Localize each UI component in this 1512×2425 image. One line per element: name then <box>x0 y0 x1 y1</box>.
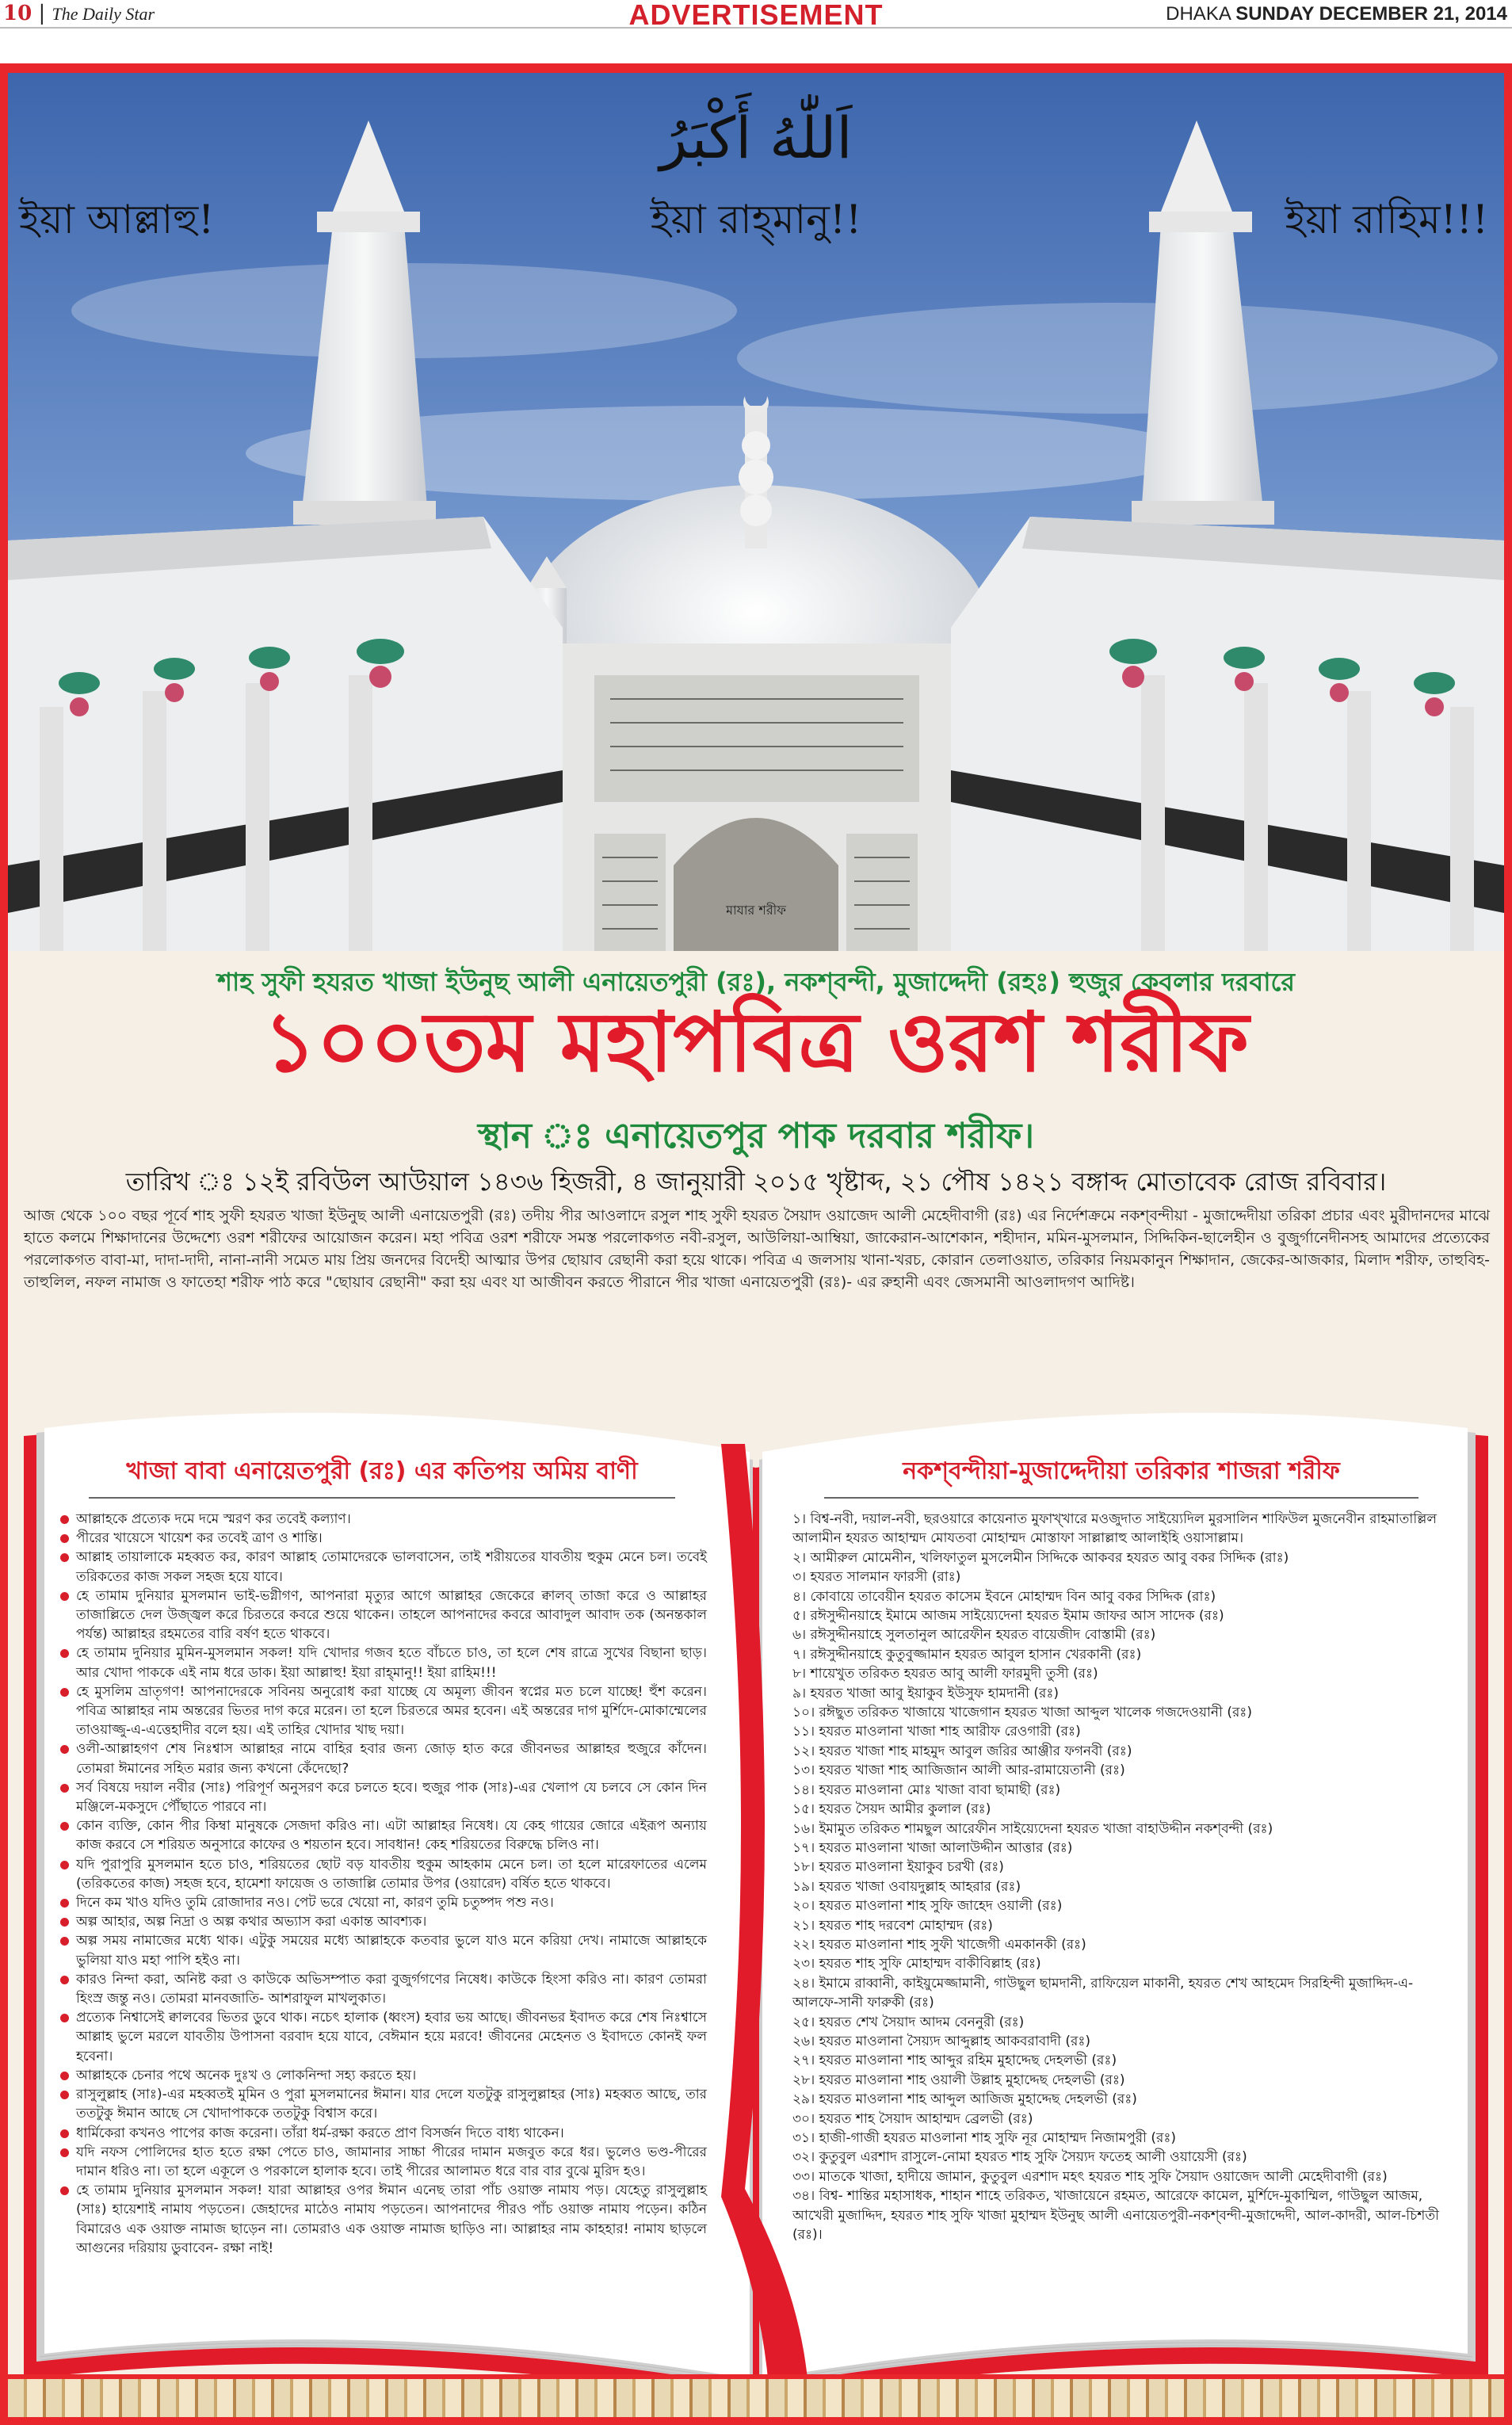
quote-item: ওলী-আল্লাহগণ শেষ নিঃশ্বাস আল্লাহর নামে বাহির হবার জন্য জোড় হাত করে জীবনভর আল্লাহর হুজুরে কাঁদেন। তোমরা ঈমানের সহিত মরার জন্য কখনো কেঁদেছো? <box>57 1740 707 1778</box>
masthead-separator: | <box>38 2 46 25</box>
quote-item: কোন ব্যক্তি, কোন পীর কিম্বা মানুষকে সেজদা করিও না। এটা আল্লাহর নিষেধ। যে কেহ গায়ের জোরে এইরূপ অন্যায় কাজ করবে সে শরিয়ত অনুসারে কাফের ও শয়তান হবে। সাবধান! কেহ শরিয়তের বিরুদ্ধে চলিও না। <box>57 1816 707 1854</box>
lineage-item: ৩১। হাজী-গাজী হযরত মাওলানা শাহ সুফি নূর মোহাম্মদ নিজামপুরী (রঃ) <box>792 2130 1177 2146</box>
bottom-ornament-border <box>8 2379 1504 2417</box>
lineage-item: ১০। রঈছুত তরিকত খাজায়ে খাজেগান হযরত খাজা আব্দুল খালেক গজদেওয়ানী (রঃ) <box>792 1705 1253 1721</box>
page-number: 10 <box>3 2 32 25</box>
bullet-icon <box>60 1976 69 1984</box>
lineage-item: ৩২। কুতুবুল এরশাদ রাসুলে-নোমা হযরত শাহ সুফি সৈয়্যদ ফতেহ আলী ওয়ায়েসী (রঃ) <box>792 2149 1247 2166</box>
lineage-item: ৩৪। বিশ্ব- শান্তির মহাসাধক, শাহান শাহে তরিকত, খাজায়েনে রহমত, আরেফে কামেল, মুর্শিদে-মুকাম্মিল, গাউছুল আজম, আখেরী মুজাদ্দিদ, হযরত শাহ সুফি খাজা মুহাম্মদ ইউনুছ আলী এনায়েতপুরী-নকশ্‌বন্দী-মুজাদ্দেদী, আল-কাদরী, আল-চিশতী (রঃ)। <box>792 2188 1439 2244</box>
quote-item: আল্লাহকে চেনার পথে অনেক দুঃখ ও লোকনিন্দা সহ্য করতে হয়। <box>57 2066 707 2085</box>
lineage-item: ২৩। হযরত শাহ সুফি মোহাম্মদ বাকীবিল্লাহ (রঃ) <box>792 1956 1041 1972</box>
bullet-icon <box>60 1822 69 1831</box>
quote-item: ধার্মিকেরা কখনও পাপের কাজ করেনা। তাঁরা ধর্ম-রক্ষা করতে প্রাণ বিসর্জন দিতে বাধ্য থাকেন। <box>57 2124 707 2143</box>
quote-item: আল্লাহকে প্রত্যেক দমে দমে স্মরণ কর তবেই কল্যাণ। <box>57 1510 707 1529</box>
quote-item: হে তামাম দুনিয়ার মুসলমান সকল! যারা আল্লাহর ওপর ঈমান এনেছ তারা পাঁচ ওয়াক্ত নামায পড়। যেহেতু রাসুলুল্লাহ (সাঃ) হায়েশাই নামায পড়তেন। জেহাদের মাঠেও নামায পড়তেন। আপনাদের পীরও পাঁচ ওয়াক্ত নামায পড়েন। কঠিন বিমারেও এক ওয়াক্ত নামাজ ছাড়েন না। তোমরাও এক ওয়াক্ত নামাজ ছাড়িও না। আল্লাহর নাম কাহহার! নামায ছাড়লে আগুনের দরিয়ায় ডুবাবেন- রক্ষা নাই! <box>57 2181 707 2258</box>
lineage-item: ৭। রঈসুদ্দীনয়াহে কুতুবুজ্জামান হযরত আবুল হাসান খেরকানী (রঃ) <box>792 1646 1142 1663</box>
lineage-item: ১২। হযরত খাজা শাহ মাহমুদ আবুল জরির আঞ্জীর ফগনবী (রঃ) <box>792 1743 1132 1759</box>
venue-line: স্থান ঃ এনায়েতপুর পাক দরবার শরীফ। <box>477 1116 1035 1156</box>
lineage-item: ৩৩। মাতকে খাজা, হাদীয়ে জামান, কুতুবুল এরশাদ মহৎ হযরত শাহ সুফি সৈয়াদ ওয়াজেদ আলী মেহেদীবাগী (রঃ) <box>792 2168 1388 2185</box>
lineage-item: ২৮। হযরত মাওলানা শাহ ওয়ালী উল্লাহ মুহাদ্দেছ দেহলভী (রঃ) <box>792 2072 1125 2088</box>
quote-item: পীরের খায়েসে খায়েশ কর তবেই ত্রাণ ও শান্তি। <box>57 1529 707 1548</box>
masthead <box>0 0 1512 29</box>
arabic-takbir: اَللّٰهُ أَكْبَرُ <box>659 105 853 171</box>
lineage-item: ৪। কোবায়ে তাবেয়ীন হযরত কাসেম ইবনে মোহাম্মদ বিন আবু বকর সিদ্দিক (রাঃ) <box>792 1588 1216 1605</box>
quotes-list <box>57 1510 707 2258</box>
lineage-item: ৯। হযরত খাজা আবু ইয়াকুব ইউসুফ হামদানী (রঃ) <box>792 1685 1060 1701</box>
quote-item: অল্প আহার, অল্প নিদ্রা ও অল্প কথার অভ্যাস করা একান্ত আবশ্যক। <box>57 1912 707 1931</box>
right-page <box>792 1452 1450 2308</box>
lineage-item: ১৮। হযরত মাওলানা ইয়াকুব চরখী (রঃ) <box>792 1859 1004 1876</box>
bullet-icon <box>60 1899 69 1908</box>
quote-item: আল্লাহ তায়ালাকে মহব্বত কর, কারণ আল্লাহ তোমাদেরকে ভালবাসেন, তাই শরীয়তের যাবতীয় হুকুম মেনে চল। তবেই তরিকতের কাজ সকল সহজ হয়ে যাবে। <box>57 1548 707 1586</box>
lineage-item: ৩০। হযরত শাহ সৈয়াদ আহাম্মদ ব্রেলভী (রঃ) <box>792 2110 1033 2127</box>
lineage-item: ১৫। হযরত সৈয়দ আমীর কুলাল (রঃ) <box>792 1801 991 1818</box>
bullet-icon <box>60 2091 69 2099</box>
lineage-item: ৫। রঈসুদ্দীনয়াহে ইমামে আজম সাইয়্যেদেনা হযরত ইমাম জাফর আস সাদেক (রঃ) <box>792 1608 1224 1625</box>
right-page-title: নকশ্‌বন্দীয়া-মুজাদ্দেদীয়া তরিকার শাজরা শরীফ <box>903 1457 1340 1485</box>
bullet-icon <box>60 1918 69 1927</box>
bullet-icon <box>60 1784 69 1793</box>
bullet-icon <box>60 2072 69 2080</box>
bullet-icon <box>60 1515 69 1524</box>
quote-item: হে তামাম দুনিয়ার মুমিন-মুসলমান সকল! যদি খোদার গজব হতে বাঁচতে চাও, তা হলে শেষ রাত্রে সুখের বিছানা ছাড়। আর খোদা পাককে এই নাম ধরে ডাক। ইয়া আল্লাহু! ইয়া রাহ্‌মানু!! ইয়া রাহিম!!! <box>57 1644 707 1682</box>
lineage-item: ২৪। ইমামে রাব্বানী, কাইয়ুমেজ্জামানী, গাউছুল ছামদানী, রাফিয়েল মাকানী, হযরত শেখ আহমেদ সিরহিন্দী মুজাদ্দিদ-এ-আলফে-সানী ফারুকী (রঃ) <box>792 1975 1414 2011</box>
left-page-title: খাজা বাবা এনায়েতপুরী (রঃ) এর কতিপয় অমিয় বাণী <box>126 1457 638 1485</box>
hero-center-text: ইয়া রাহ্‌মানু!! <box>650 197 862 242</box>
masthead-dateline <box>1166 3 1507 25</box>
bullet-icon <box>60 1649 69 1658</box>
intro-paragraph: আজ থেকে ১০০ বছর পূর্বে শাহ সুফী হযরত খাজা ইউনুছ আলী এনায়েতপুরী (রঃ) তদীয় পীর আওলাদে রসুল শাহ সুফী হযরত সৈয়াদ ওয়াজেদ আলী মেহেদীবাগী (রঃ) এর নির্দেশক্রমে নকশ্‌বন্দীয়া - মুজাদ্দেদীয়া তরিকা প্রচার এবং মুরীদানদের মাঝে হাতে কলমে শিক্ষাদানের উদ্দেশ্যে ওরশ শরীফের আয়োজন করেন। মহা পবিত্র ওরশ শরীফে সমস্ত পরলোকগত নবী-রসুল, আউলিয়া-আম্বিয়া, জাকেরান-আশেকান, শহীদান, মমিন-মুসলমান, সিদ্দিকিন-ছালেহীন ও বুজুর্গানেদীনসহ আমাদের প্রত্যেকের পরলোকগত বাবা-মা, দাদা-দাদী, নানা-নানী সমেত মায় প্রিয় জনদের বিদেহী আত্মার উপর ছোয়াব রেছানী করা হয়ে থাকে। পবিত্র এ জলসায় খানা-খরচ, কোরান তেলাওয়াত, তরিকার নিয়মকানুন শিক্ষাদান, জেকের-আজকার, মিলাদ শরীফ, তাহুবিহ-তাহুলিল, নফল নামাজ ও ফাতেহা শরীফ পাঠ করে "ছোয়াব রেছানী" করা হয় এবং যা আজীবন করতে পীরানে পীর খাজা এনায়েতপুরী (রঃ)- এর রুহানী এবং জেসমানী আওলাদগণ আদিষ্ট। <box>24 1207 1490 1291</box>
quote-item: দিনে কম খাও যদিও তুমি রোজাদার নও। পেট ভরে খেয়ো না, কারণ তুমি চতুষ্পদ পশু নও। <box>57 1893 707 1912</box>
lineage-item: ২৬। হযরত মাওলানা সৈয়্যদ আব্দুল্লাহ আকবরাবাদী (রঃ) <box>792 2033 1091 2049</box>
quote-item: হে মুসলিম ভ্রাতৃগণ! আপনাদেরকে সবিনয় অনুরোধ করা যাচ্ছে যে অমূল্য জীবন স্বপ্নের মত চলে যাচ্ছে! হুঁশ করেন। পবিত্র আল্লাহর নাম অন্তরের ভিতর দাগ করে মরেন। তা হলে চিরতরে অমর হবেন। এই অন্তরের দাগ মুর্শিদে-মোকাম্মেলের তাওয়াজ্জু-এ-এত্তেহাদীর বলে হয়। এই তাহির খোদার খাছ দয়া। <box>57 1682 707 1740</box>
quote-item: হে তামাম দুনিয়ার মুসলমান ভাই-ভগ্নীগণ, আপনারা মৃত্যুর আগে আল্লাহর জেকেরে ক্বালব্ তাজা করে ও আল্লাহর তাজাল্লিতে দেল উজ্জ্বল করে চিরতরে কবরে শুয়ে থাকেন। তাহলে আপনাদের কবরে আবাদুল আবাদ তক (অনন্তকাল পর্যন্ত) আল্লাহর রহমতের বারি বর্ষণ হতে থাকবে। <box>57 1587 707 1644</box>
lineage-item: ২১। হযরত শাহ দরবেশ মোহাম্মদ (রঃ) <box>792 1917 993 1934</box>
bullet-icon <box>60 2129 69 2138</box>
lineage-item: ২২। হযরত মাওলানা শাহ সুফী খাজেগী এমকানকী (রঃ) <box>792 1936 1086 1953</box>
quote-item: যদি নফস পোলিদের হাত হতে রক্ষা পেতে চাও, জামানার সাচ্চা পীরের দামান মজবুত করে ধর। ভুলেও ভণ্ড-পীরের দামান ধরিও না। তা হলে একূলে ও পরকালে হালাক হবে। তাই পীরের আলামত ধরে বার বার বুঝে মুরিদ হও। <box>57 2143 707 2181</box>
lineage-item: ২। আমীরুল মোমেনীন, খলিফাতুল মুসলেমীন সিদ্দিকে আকবর হযরত আবু বকর সিদ্দিক (রাঃ) <box>792 1549 1289 1566</box>
event-title: ১০০তম মহাপবিত্র ওরশ শরীফ <box>262 994 1250 1090</box>
bullet-icon <box>60 1745 69 1754</box>
lineage-item: ১। বিশ্ব-নবী, দয়াল-নবী, ছরওয়ারে কায়েনাত মুফাখ্‌খারে মওজুদাত সাইয়্যেদিল মুরসালিন শাফিউল মুজনেবীন রাহমাতাল্লিল আলামীন হযরত আহাম্মদ মোযতবা মোহাম্মদ মোস্তাফা সাল্লাল্লাহু আলাইহি ওয়াসাল্লাম। <box>792 1511 1437 1547</box>
quote-item: যদি পুরাপুরি মুসলমান হতে চাও, শরিয়তের ছোট বড় যাবতীয় হুকুম আহকাম মেনে চল। তা হলে মারেফাতের এলেম (তরিকতের কাজ) সহজ হবে, হামেশা ফায়েজ ও তাজাল্লি তোমার উপর (ওয়ারেদ) বর্ষিত হতে থাকবে। <box>57 1855 707 1893</box>
quote-item: প্রত্যেক নিশ্বাসেই ক্বালবের ভিতর ডুবে থাক। নচেৎ হালাক (ধ্বংস) হবার ভয় আছে। জীবনভর ইবাদত করে শেষ নিঃশ্বাসে আল্লাহ ভুলে মরলে যাবতীয় উপাসনা বরবাদ হয়ে যাবে, বেঈমান হয়ে মরবে! জীবনের মেহেনত ও ইবাদতে কোনই ফল হবেনা। <box>57 2008 707 2066</box>
bullet-icon <box>60 2186 69 2195</box>
issue-date: SUNDAY DECEMBER 21, 2014 <box>1235 3 1507 25</box>
lineage-item: ২৭। হযরত মাওলানা শাহ আব্দুর রহিম মুহাদ্দেছ দেহলভী (রঃ) <box>792 2053 1117 2069</box>
quote-item: রাসুলুল্লাহ (সাঃ)-এর মহব্বতই মুমিন ও পুরা মুসলমানের ঈমান। যার দেলে যতটুকু রাসুলুল্লাহর (সাঃ) মহব্বত আছে, তার ততটুকু ঈমান আছে সে খোদাপাককে ততটুকু বিশ্বাস করে। <box>57 2085 707 2123</box>
hero-image <box>8 73 1504 951</box>
quote-item: অল্প সময় নামাজের মধ্যে থাক। এটুকু সময়ের মধ্যে আল্লাহকে কতবার ভুলে যাও মনে করিয়া দেখ। নামাজে আল্লাহকে ভুলিয়া যাও মহা পাপি হইও না। <box>57 1931 707 1969</box>
city: DHAKA <box>1166 3 1231 25</box>
lineage-item: ১১। হযরত মাওলানা খাজা শাহ আরীফ রেওগারী (রঃ) <box>792 1724 1081 1740</box>
lineage-item: ১৭। হযরত মাওলানা খাজা আলাউদ্দীন আত্তার (রঃ) <box>792 1839 1073 1856</box>
bullet-icon <box>60 1937 69 1946</box>
bullet-icon <box>60 2014 69 2022</box>
bullet-icon <box>60 1688 69 1697</box>
quote-item: সর্ব বিষয়ে দয়াল নবীর (সাঃ) পরিপূর্ণ অনুসরণ করে চলতে হবে। হুজুর পাক (সাঃ)-এর খেলাপ যে চলবে সে কোন দিন মঞ্জিলে-মকসুদে পৌঁছাতে পারবে না। <box>57 1778 707 1816</box>
ad-inner <box>8 73 1504 2417</box>
bullet-icon <box>60 1534 69 1543</box>
lineage-item: ৩। হযরত সালমান ফারসী (রাঃ) <box>792 1569 961 1586</box>
right-title-rule <box>824 1497 1418 1499</box>
hero-right-text: ইয়া রাহিম!!! <box>1285 197 1488 242</box>
quote-item: কারও নিন্দা করা, অনিষ্ট করা ও কাউকে অভিসম্পাত করা বুজুর্গগণের নিষেধ। কাউকে হিংসা করিও না। কারণ তোমরা হিংস্র জন্তু নও। তোমরা মানবজাতি- আশরাফুল মাখলুকাত। <box>57 1970 707 2008</box>
open-book <box>8 1357 1504 2417</box>
lineage-item: ২৯। হযরত মাওলানা শাহ আব্দুল আজিজ মুহাদ্দেছ দেহলভী (রঃ) <box>792 2091 1137 2108</box>
date-line: তারিখ ঃ ১২ই রবিউল আউয়াল ১৪৩৬ হিজরী, ৪ জানুয়ারী ২০১৫ খৃষ্টাব্দ, ২১ পৌষ ১৪২১ বঙ্গাব্দ মোতাবেক রোজ রবিবার। <box>125 1167 1387 1197</box>
lineage-item: ১৪। হযরত মাওলানা মোঃ খাজা বাবা ছামাছী (রঃ) <box>792 1782 1061 1798</box>
lineage-item: ২০। হযরত মাওলানা শাহ সুফি জাহেদ ওয়ালী (রঃ) <box>792 1898 1063 1915</box>
lineage-item: ২৫। হযরত শেখ সৈয়াদ আদম বেননুরী (রঃ) <box>792 2014 1025 2030</box>
tomb-label: মাযার শরীফ <box>726 903 786 918</box>
lineage-item: ৬। রঈসুদ্দীনয়াহে সুলতানুল আরেফীন হযরত বায়েজীদ বোস্তামী (রঃ) <box>792 1627 1156 1644</box>
lineage-item: ৮। শায়েখুত তরিকত হযরত আবু আলী ফারমুদী তুসী (রঃ) <box>792 1666 1098 1682</box>
bullet-icon <box>60 1861 69 1869</box>
lineage-item: ১৯। হযরত খাজা ওবায়দুল্লাহ আহরার (রঃ) <box>792 1878 1021 1895</box>
lineage-item: ১৩। হযরত খাজা শাহ আজিজান আলী আর-রামায়েতানী (রঃ) <box>792 1762 1125 1779</box>
left-page <box>57 1452 707 2308</box>
hero-left-text: ইয়া আল্লাহু! <box>19 197 215 242</box>
paper-name: The Daily Star <box>52 4 155 24</box>
left-title-rule <box>89 1497 675 1499</box>
bullet-icon <box>60 1592 69 1601</box>
darbar-subtitle: শাহ সুফী হযরত খাজা ইউনুছ আলী এনায়েতপুরী (রঃ), নকশ্‌বন্দী, মুজাদ্দেদী (রহঃ) হুজুর কেবলার দরবারে <box>217 967 1295 997</box>
intro-section <box>8 951 1504 1395</box>
bullet-icon <box>60 1553 69 1562</box>
ad-frame <box>0 63 1512 2425</box>
lineage-list <box>792 1510 1450 2244</box>
lineage-item: ১৬। ইমামুত তরিকত শামছুল আরেফীন সাইয়্যেদেনা হযরত খাজা বাহাউদ্দীন নকশ্‌বন্দী (রঃ) <box>792 1820 1273 1837</box>
section-title: ADVERTISEMENT <box>628 0 884 31</box>
bullet-icon <box>60 2148 69 2157</box>
